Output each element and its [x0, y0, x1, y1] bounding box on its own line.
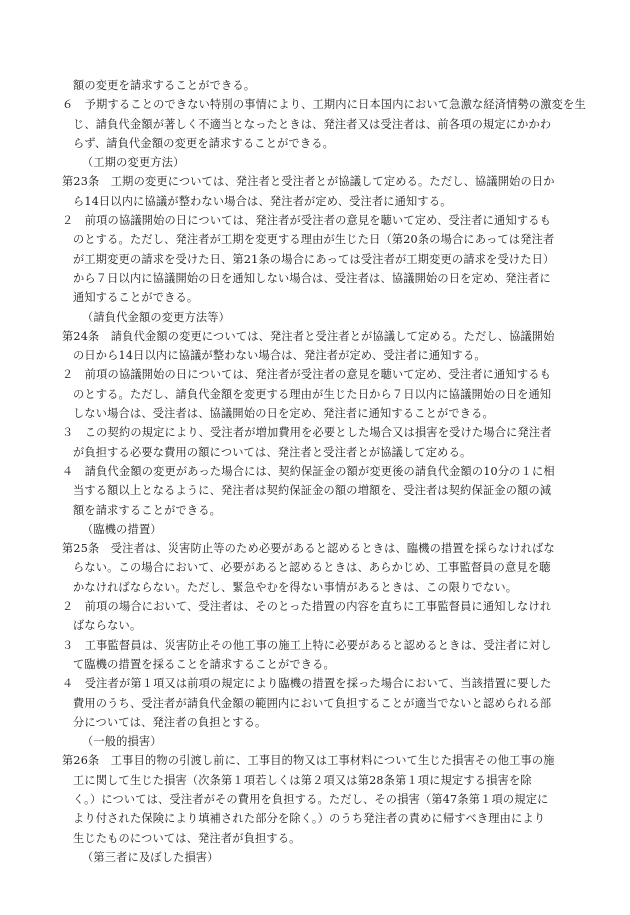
text-line: ４ 請負代金額の変更があった場合には、契約保証金の額が変更後の請負代金額の10分の１に相 [62, 464, 555, 478]
text-line: 通知することができる。 [73, 291, 199, 305]
text-line: 工に関して生じた損害（次条第１項若しくは第２項又は第28条第１項に規定する損害を除 [73, 773, 532, 787]
text-line: ６ 予期することのできない特別の事情により、工期内に日本国内において急激な経済情勢の激変を生 [62, 98, 586, 112]
text-line: 額の変更を請求することができる。 [73, 79, 256, 92]
text-line: 分については、発注者の負担とする。 [73, 715, 267, 729]
text-line: らず、請負代金額の変更を請求することができる。 [73, 136, 335, 150]
text-line: ３ 工事監督員は、災害防止その他工事の施工上特に必要があると認めるときは、受注者に対し [62, 638, 552, 652]
text-line: く。）については、受注者がその費用を負担する。ただし、その損害（第47条第１項の規定に [73, 792, 549, 806]
article-heading: （臨機の措置） [82, 522, 162, 536]
text-line: らない。この場合において、必要があると認めるときは、あらかじめ、工事監督員の意見を聴 [73, 561, 551, 575]
text-line: 第24条 請負代金額の変更については、発注者と受注者とが協議して定める。ただし、協議開始 [62, 329, 555, 343]
text-line: ２ 前項の場合において、受注者は、そのとった措置の内容を直ちに工事監督員に通知しなけれ [62, 600, 552, 614]
text-line: ら14日以内に協議が整わない場合は、発注者が定め、受注者に通知する。 [73, 194, 452, 208]
text-line: かなければならない。ただし、緊急やむを得ない事情があるときは、この限りでない。 [73, 580, 518, 594]
text-line: 第26条 工事目的物の引渡し前に、工事目的物又は工事材料について生じた損害その他工事の施 [62, 754, 555, 768]
text-line: しない場合は、受注者は、協議開始の日を定め、発注者に通知することができる。 [73, 407, 494, 421]
text-line: ばならない。 [73, 619, 142, 633]
text-line: 費用のうち、受注者が請負代金額の範囲内において負担することが適当でないと認められる部 [73, 696, 552, 710]
contract-text-body [62, 76, 586, 867]
text-line: 第25条 受注者は、災害防止等のため必要があると認めるときは、臨機の措置を採らなければな [62, 542, 555, 556]
text-line: ４ 受注者が第１項又は前項の規定により臨機の措置を採った場合において、当該措置に要した [62, 677, 552, 691]
text-line: ３ この契約の規定により、受注者が増加費用を必要とした場合又は損害を受けた場合に発注者 [62, 426, 552, 440]
article-heading: （請負代金額の変更方法等） [82, 310, 231, 324]
text-line: ２ 前項の協議開始の日については、発注者が受注者の意見を聴いて定め、受注者に通知するも [62, 368, 551, 382]
article-heading: （第三者に及ぼした損害） [82, 850, 219, 864]
text-line: のとする。ただし、発注者が工期を変更する理由が生じた日（第20条の場合にあっては発注者 [73, 233, 555, 247]
text-line: 額を請求することができる。 [73, 503, 222, 517]
text-line: から７日以内に協議開始の日を通知しない場合は、受注者は、協議開始の日を定め、発注者に [73, 271, 551, 285]
text-line: ２ 前項の協議開始の日については、発注者が受注者の意見を聴いて定め、受注者に通知するも [62, 214, 551, 228]
text-line: て臨機の措置を採ることを請求することができる。 [73, 657, 335, 671]
text-line: より付された保険により填補された部分を除く。）のうち発注者の責めに帰すべき理由により [73, 812, 546, 826]
text-line: のとする。ただし、請負代金額を変更する理由が生じた日から７日以内に協議開始の日を通知 [73, 387, 552, 401]
text-line: 当する額以上となるように、発注者は契約保証金の額の増額を、受注者は契約保証金の額の減 [73, 484, 552, 498]
text-line: が負担する必要な費用の額については、発注者と受注者とが協議して定める。 [73, 445, 472, 459]
article-heading: （一般的損害） [82, 735, 162, 749]
text-line: の日から14日以内に協議が整わない場合は、発注者が定め、受注者に通知する。 [73, 349, 486, 363]
text-line: 第23条 工期の変更については、発注者と受注者とが協議して定める。ただし、協議開始の日か [62, 175, 555, 189]
text-line: が工期変更の請求を受けた日、第21条の場合にあっては受注者が工期変更の請求を受けた日） [73, 252, 555, 266]
text-line: じ、請負代金額が著しく不適当となったときは、発注者又は受注者は、前各項の規定にかかわ [73, 117, 552, 131]
text-line: 生じたものについては、発注者が負担する。 [73, 831, 301, 845]
article-heading: （工期の変更方法） [82, 156, 185, 170]
